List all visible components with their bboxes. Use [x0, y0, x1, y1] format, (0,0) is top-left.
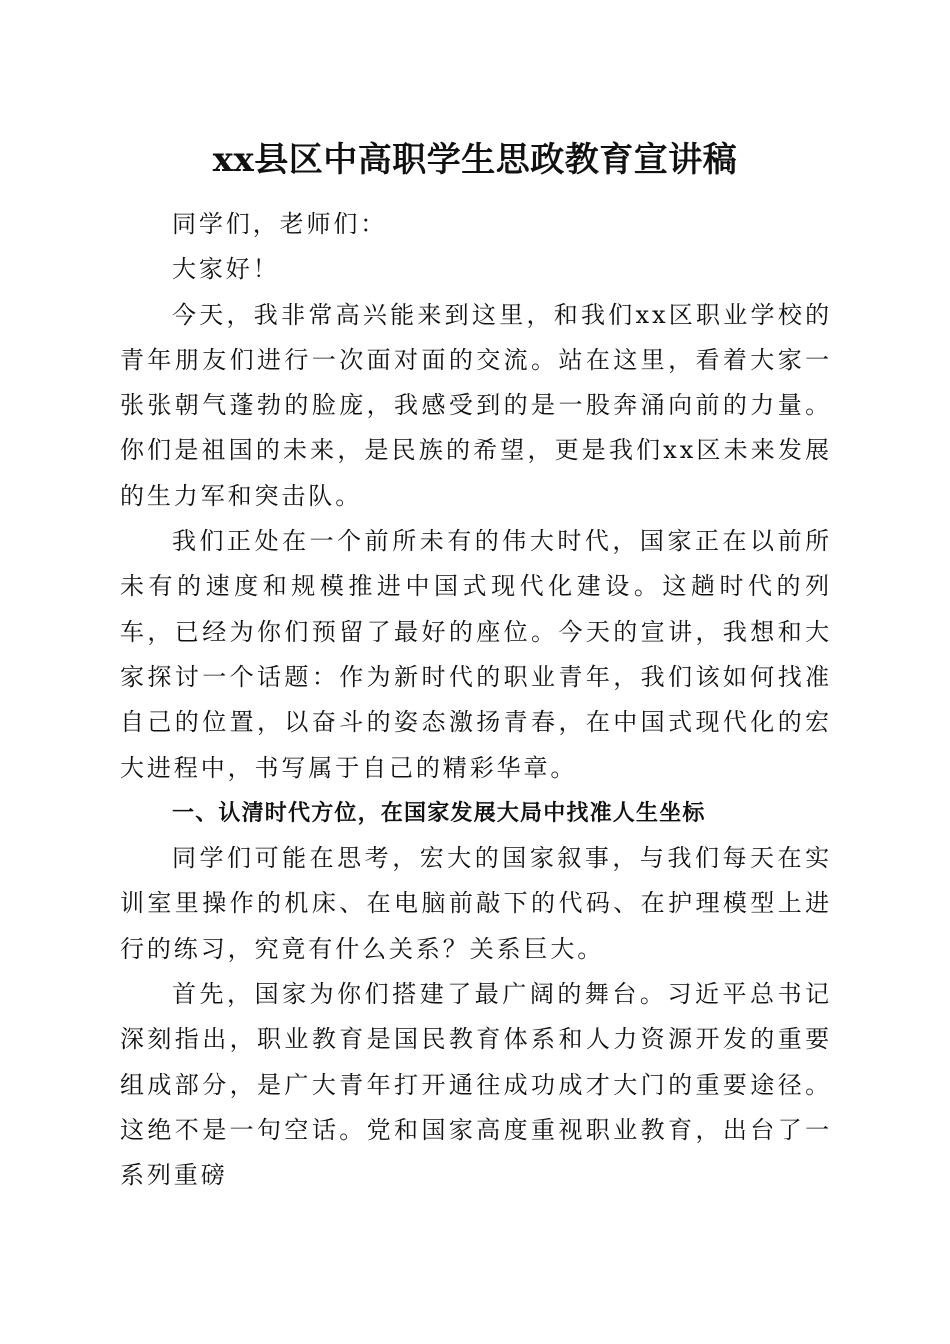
section-heading: 一、认清时代方位，在国家发展大局中找准人生坐标 — [172, 800, 706, 826]
paragraph: 首先，国家为你们搭建了最广阔的舞台。习近平总书记深刻指出，职业教育是国民教育体系和人力资源开发的重要组成部分，是广大青年打开通往成功成才大门的重要途径。这绝不是一句空话。党和国家高度重视职业教育，出台了一系列重磅 — [120, 980, 832, 1190]
document-title: xx县区中高职学生思政教育宣讲稿 — [212, 140, 738, 180]
paragraph: 同学们可能在思考，宏大的国家叙事，与我们每天在实训室里操作的机床、在电脑前敲下的代码、在护理模型上进行的练习，究竟有什么关系？关系巨大。 — [120, 844, 832, 963]
document-body — [120, 202, 832, 1199]
paragraph: 我们正处在一个前所未有的伟大时代，国家正在以前所未有的速度和规模推进中国式现代化建设。这趟时代的列车，已经为你们预留了最好的座位。今天的宣讲，我想和大家探讨一个话题：作为新时代的职业青年，我们该如何找准自己的位置，以奋斗的姿态激扬青春，在中国式现代化的宏大进程中，书写属于自己的精彩华章。 — [120, 527, 832, 782]
paragraph: 今天，我非常高兴能来到这里，和我们xx区职业学校的青年朋友们进行一次面对面的交流。站在这里，看着大家一张张朝气蓬勃的脸庞，我感受到的是一股奔涌向前的力量。你们是祖国的未来，是民族的希望，更是我们xx区未来发展的生力军和突击队。 — [120, 300, 832, 510]
greeting: 同学们，老师们： — [172, 210, 388, 238]
salutation: 大家好！ — [172, 255, 280, 284]
